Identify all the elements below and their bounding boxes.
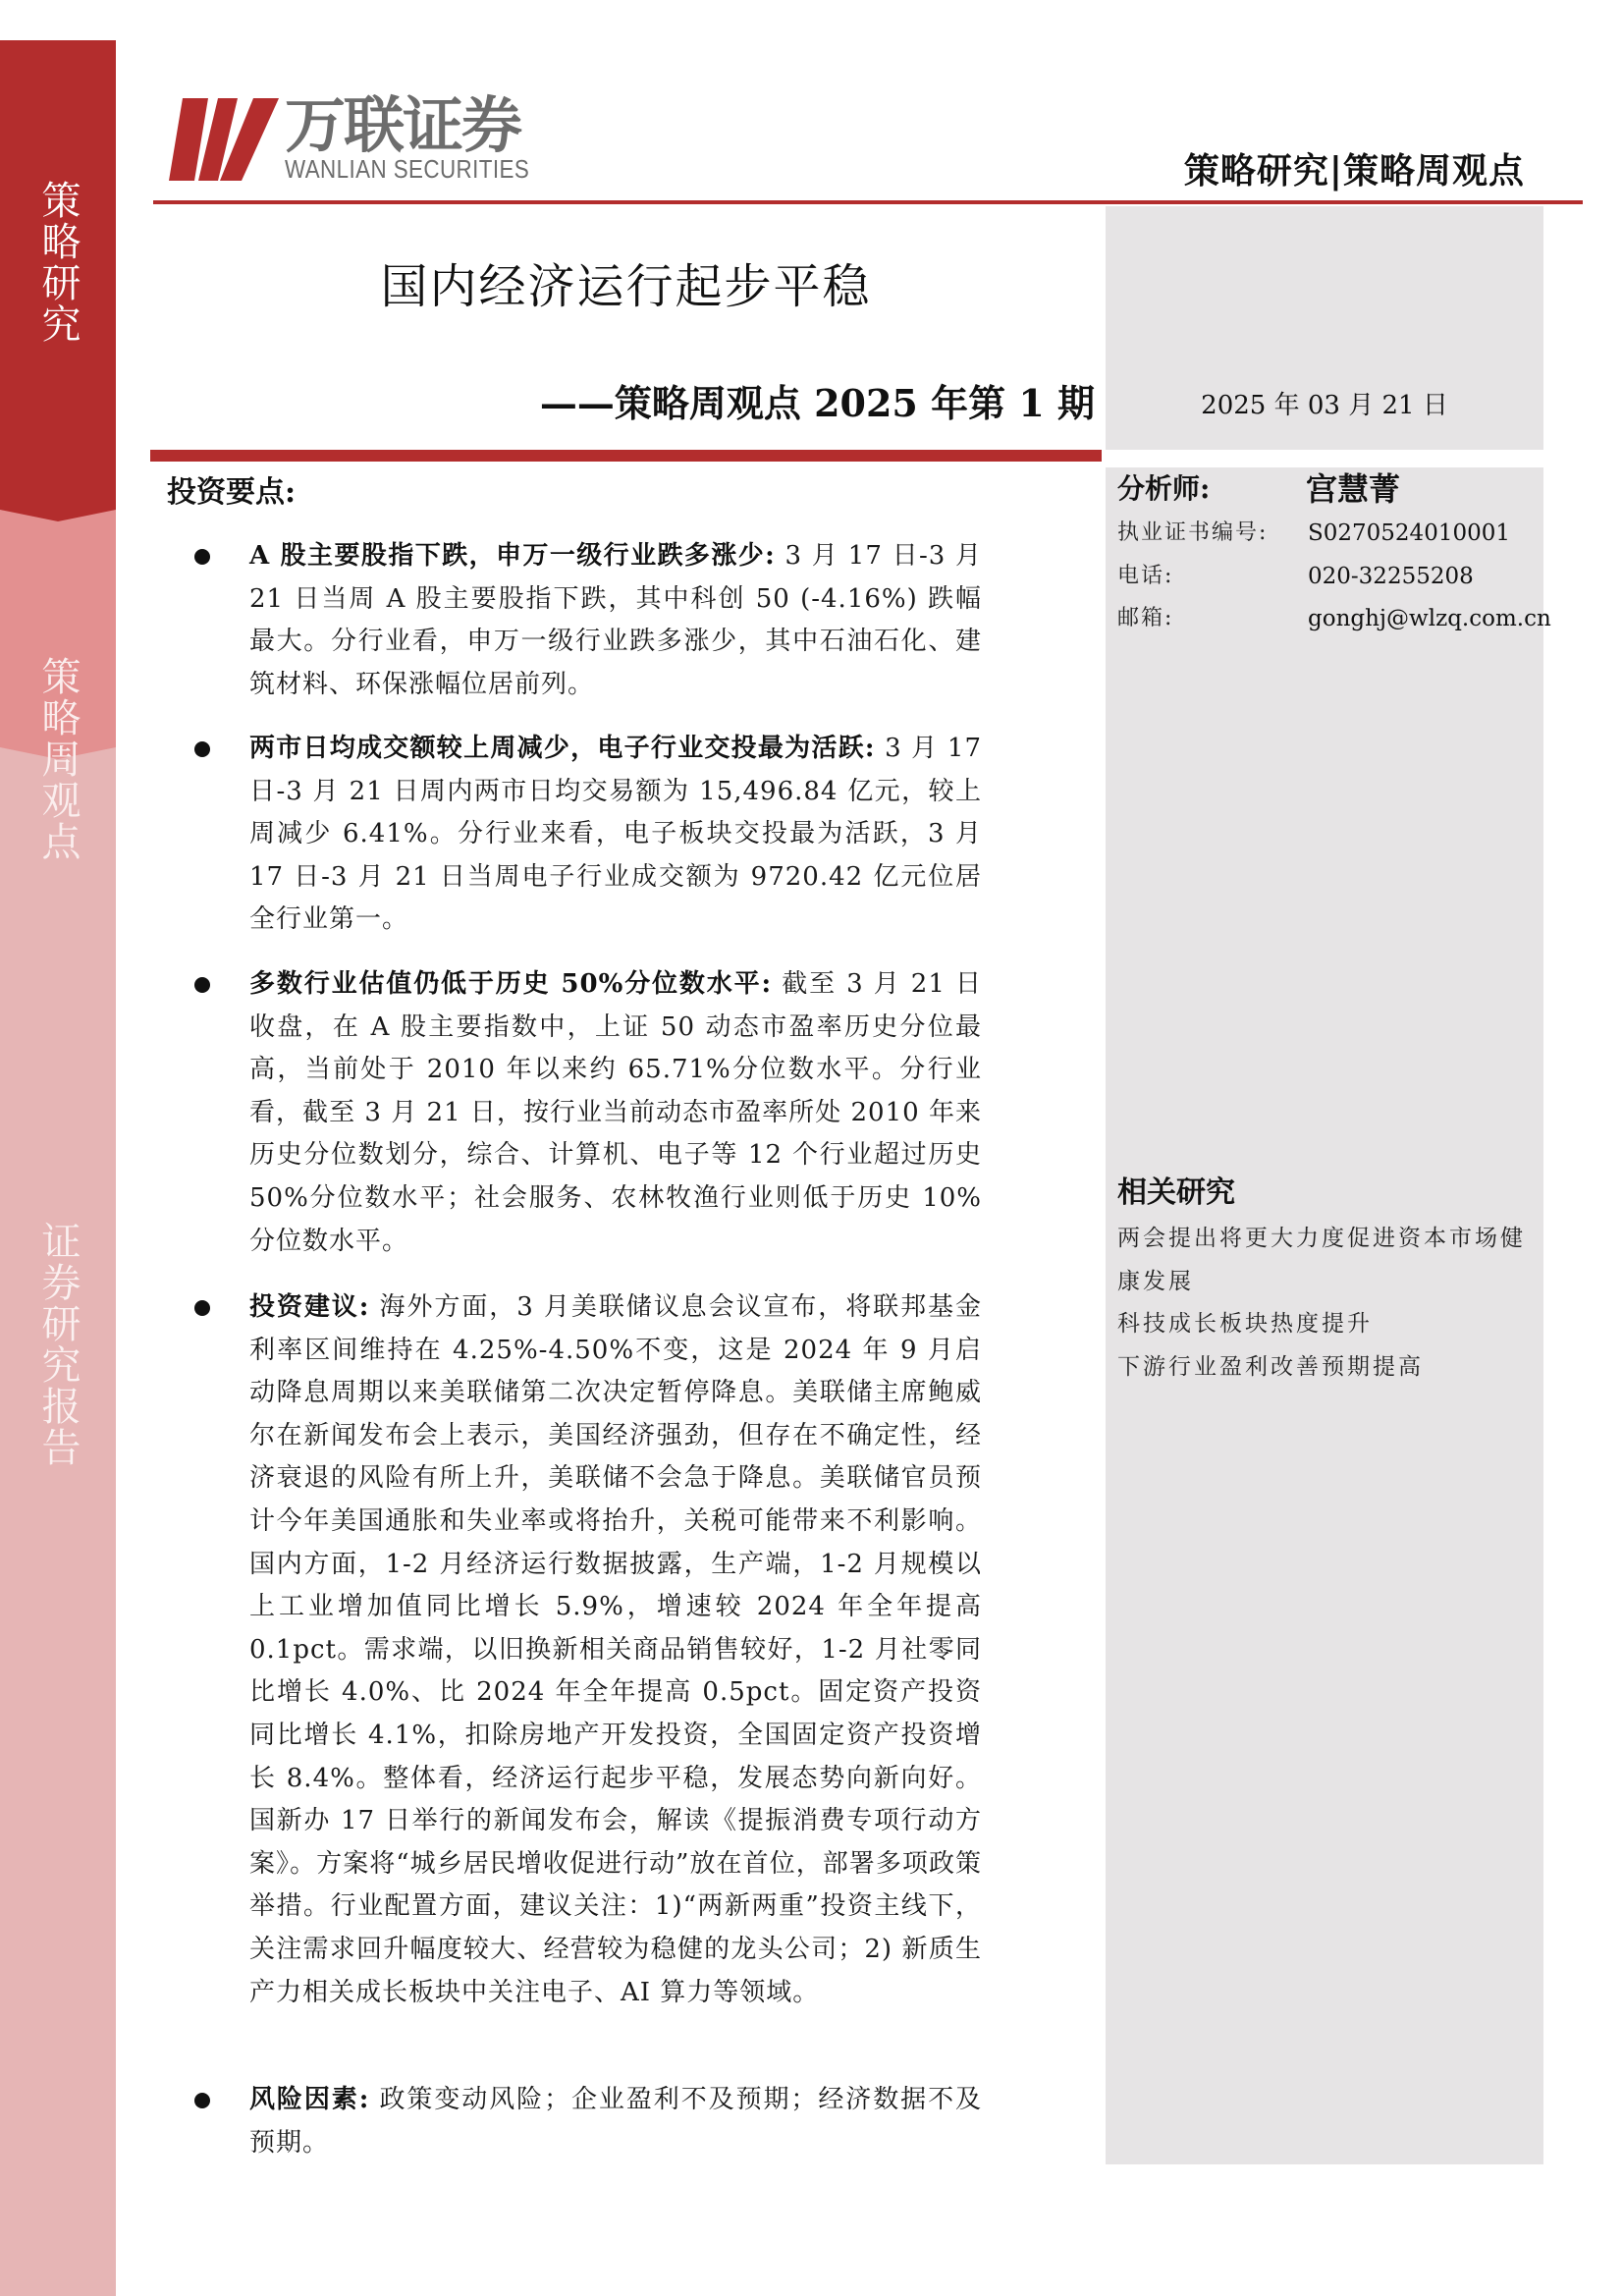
report-title: 国内经济运行起步平稳 bbox=[380, 259, 872, 314]
wanlian-logo-icon bbox=[169, 98, 279, 181]
email-link[interactable]: gonghj@wlzq.com.cn bbox=[1308, 606, 1551, 631]
key-point-body: 3 月 17 日-3 月 21 日周内两市日均交易额为 15,496.84 亿元，较上周减少 6.41%。分行业来看，电子板块交投最为活跃，3 月 17 日-3 月 21 日当周电子行业成交额为 9720.42 亿元位居全行业第一。 bbox=[249, 734, 982, 935]
related-research-link[interactable]: 科技成长板块热度提升 bbox=[1117, 1311, 1373, 1338]
phone-label: 电话: bbox=[1117, 564, 1174, 588]
key-point-item bbox=[167, 535, 982, 706]
key-point-item bbox=[167, 1286, 982, 2014]
bullet-icon bbox=[194, 741, 210, 757]
key-point-lead: 两市日均成交额较上周减少，电子行业交投最为活跃: bbox=[249, 734, 876, 763]
key-point-lead: A 股主要股指下跌，申万一级行业跌多涨少: bbox=[249, 541, 776, 571]
key-point-lead: 投资建议: bbox=[249, 1292, 370, 1322]
key-point-lead: 风险因素: bbox=[249, 2085, 370, 2114]
key-point-body: 截至 3 月 21 日收盘，在 A 股主要指数中，上证 50 动态市盈率历史分位最高，当前处于 2010 年以来约 65.71%分位数水平。分行业看，截至 3 月 21 日，按行业当前动态市盈率所处 2010 年来历史分位数划分，综合、计算机、电子等 12 个行业超过历史 50%分位数水平；社会服务、农林牧渔行业则低于历史 10%分位数水平。 bbox=[249, 969, 982, 1256]
license-number-label: 执业证书编号: bbox=[1117, 520, 1269, 545]
key-point-body: 海外方面，3 月美联储议息会议宣布，将联邦基金利率区间维持在 4.25%-4.50%不变，这是 2024 年 9 月启动降息周期以来美联储第二次决定暂停降息。美联储主席鲍威尔在新闻发布会上表示，美国经济强劲，但存在不确定性，经济衰退的风险有所上升，美联储不会急于降息。美联储官员预计今年美国通胀和失业率或将抬升，关税可能带来不利影响。国内方面，1-2 月经济运行数据披露，生产端，1-2 月规模以上工业增加值同比增长 5.9%，增速较 2024 年全年提高 0.1pct。需求端，以旧换新相关商品销售较好，1-2 月社零同比增长 4.0%、比 2024 年全年提高 0.5pct。固定资产投资同比增长 4.1%，扣除房地产开发投资，全国固定资产投资增长 8.4%。整体看，经济运行起步平稳，发展态势向新向好。国新办 17 日举行的新闻发布会，解读《提振消费专项行动方案》。方案将“城乡居民增收促进行动”放在首位，部署多项政策举措。行业配置方面，建议关注：1)“两新两重”投资主线下，关注需求回升幅度较大、经营较为稳健的龙头公司；2) 新质生产力相关成长板块中关注电子、AI 算力等领域。 bbox=[249, 1292, 982, 2007]
key-point-lead: 多数行业估值仍低于历史 50%分位数水平: bbox=[249, 969, 773, 999]
related-research-heading: 相关研究 bbox=[1117, 1175, 1235, 1210]
related-research-list bbox=[1117, 1218, 1540, 1389]
report-subtitle: ——策略周观点 2025 年第 1 期 bbox=[539, 381, 1095, 425]
key-point-item bbox=[167, 2079, 982, 2164]
title-divider-bar bbox=[150, 450, 1102, 462]
key-point-item bbox=[167, 728, 982, 942]
bullet-icon bbox=[194, 1300, 210, 1316]
bullet-icon bbox=[194, 549, 210, 565]
analyst-name: 宫慧菁 bbox=[1306, 470, 1401, 508]
bullet-icon bbox=[194, 2093, 210, 2108]
key-point-item bbox=[167, 963, 982, 1263]
email-label: 邮箱: bbox=[1117, 606, 1174, 630]
license-number-value: S0270524010001 bbox=[1308, 520, 1510, 546]
phone-value: 020-32255208 bbox=[1308, 564, 1474, 589]
logo-english-name: WANLIAN SECURITIES bbox=[285, 154, 530, 184]
key-point-body: 3 月 17 日-3 月 21 日当周 A 股主要股指下跌，其中科创 50 (-4.16%) 跌幅最大。分行业看，申万一级行业跌多涨少，其中石油石化、建筑材料、环保涨幅位居前列。 bbox=[249, 541, 983, 699]
bullet-icon bbox=[194, 977, 210, 993]
sidebar-label-securities-report: 证券研究报告 bbox=[35, 1221, 81, 1468]
logo-chinese-name: 万联证券 bbox=[285, 89, 521, 161]
sidebar-segment-securities-report bbox=[0, 747, 116, 2296]
related-research-link[interactable]: 下游行业盈利改善预期提高 bbox=[1117, 1353, 1424, 1380]
key-points-heading: 投资要点: bbox=[167, 475, 297, 510]
sidebar-label-strategy-research: 策略研究 bbox=[35, 180, 81, 345]
report-date: 2025 年 03 月 21 日 bbox=[1201, 391, 1448, 420]
analyst-label: 分析师: bbox=[1117, 472, 1211, 505]
related-research-link[interactable]: 两会提出将更大力度促进资本市场健康发展 bbox=[1117, 1226, 1526, 1294]
header-divider bbox=[153, 200, 1583, 204]
key-point-body: 政策变动风险；企业盈利不及预期；经济数据不及预期。 bbox=[249, 2085, 982, 2158]
sidebar-label-weekly-view: 策略周观点 bbox=[35, 656, 81, 862]
report-category: 策略研究|策略周观点 bbox=[1183, 150, 1525, 191]
